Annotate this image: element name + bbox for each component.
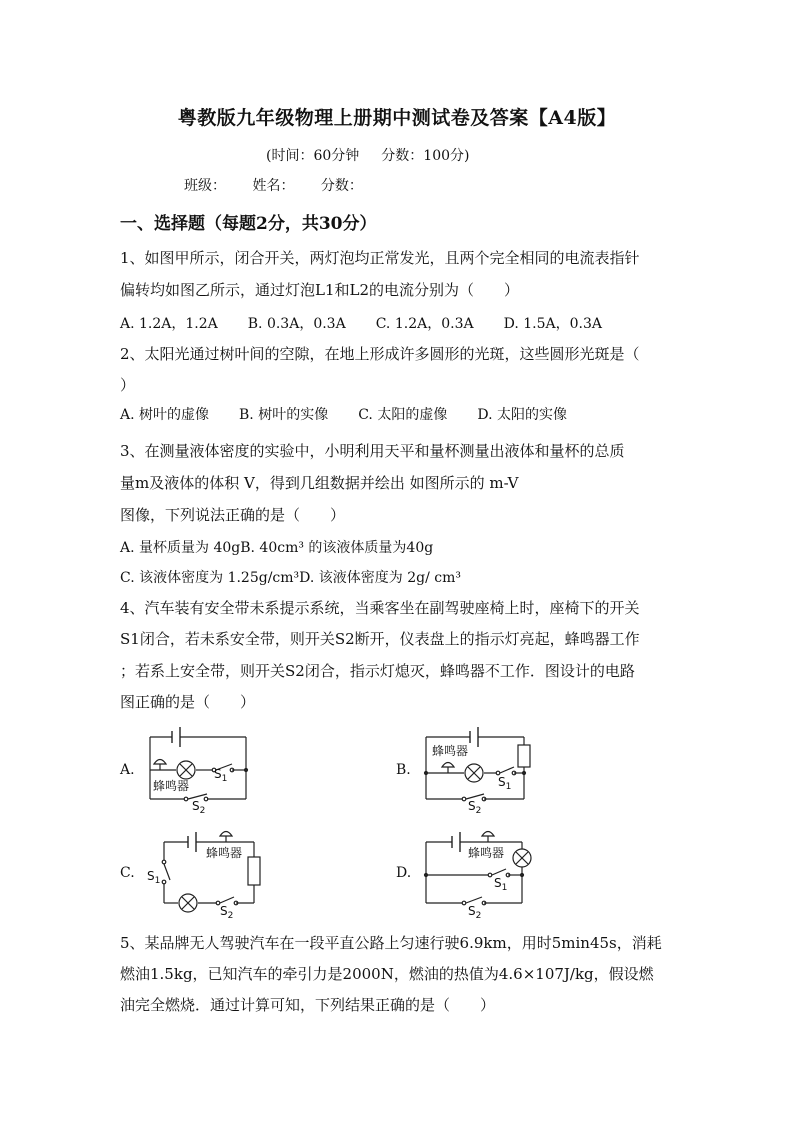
circuit-c-buzzer-label: 蜂鸣器 bbox=[206, 846, 243, 860]
circuit-a-s2-label: $S_2$ bbox=[192, 799, 206, 816]
circuit-a-s1-label: $S_1$ bbox=[214, 767, 228, 784]
q4-option-a-label[interactable]: A. bbox=[120, 762, 135, 778]
q2-option-c[interactable]: C. 太阳的虚像 bbox=[358, 407, 448, 423]
circuit-a-buzzer-label: 蜂鸣器 bbox=[153, 779, 190, 793]
circuit-c-s1-label: $S_1$ bbox=[147, 869, 161, 886]
points-label: 分数： bbox=[320, 178, 363, 194]
q4-option-b-label[interactable]: B. bbox=[396, 762, 411, 778]
q3-text-line1: 3、在测量液体密度的实验中，小明利用天平和量杯测量出液体和量杯的总质 bbox=[120, 442, 625, 460]
name-label: 姓名： bbox=[252, 178, 295, 194]
circuit-b bbox=[425, 727, 531, 801]
q1-option-d[interactable]: D. 1.5A，0.3A bbox=[503, 316, 602, 332]
q5-text-line2: 燃油1.5kg，已知汽车的牵引力是2000N，燃油的热值为4.6×107J/kg，假设燃 bbox=[120, 965, 654, 983]
q4-text-line4: 图正确的是（ ） bbox=[120, 693, 256, 711]
page-title: 粤教版九年级物理上册期中测试卷及答案【A4版】 bbox=[177, 107, 617, 129]
score-info: 分数：100分) bbox=[381, 148, 470, 164]
q3-option-ab[interactable]: A. 量杯质量为 40gB. 40cm³ 的该液体质量为40g bbox=[120, 540, 434, 556]
q5-text-line1: 5、某品牌无人驾驶汽车在一段平直公路上匀速行驶6.9km，用时5min45s，消耗 bbox=[120, 934, 662, 952]
q3-text-line2: 量m及液体的体积 V，得到几组数据并绘出 如图所示的 m-V bbox=[120, 474, 519, 492]
q2-option-d[interactable]: D. 太阳的实像 bbox=[477, 407, 567, 423]
q2-text-line2: ） bbox=[120, 376, 136, 394]
q4-option-c-label[interactable]: C. bbox=[120, 865, 135, 881]
q4-text-line2: S1闭合，若未系安全带，则开关S2断开，仪表盘上的指示灯亮起，蜂鸣器工作 bbox=[120, 630, 640, 648]
circuit-b-buzzer-label: 蜂鸣器 bbox=[432, 744, 469, 758]
q2-option-b[interactable]: B. 树叶的实像 bbox=[239, 407, 329, 423]
q1-text-line1: 1、如图甲所示，闭合开关，两灯泡均正常发光，且两个完全相同的电流表指针 bbox=[120, 249, 640, 267]
q4-text-line3: ；若系上安全带，则开关S2闭合，指示灯熄灭，蜂鸣器不工作．图设计的电路 bbox=[120, 662, 635, 680]
time-info: (时间：60分钟 bbox=[266, 148, 360, 164]
q1-option-a[interactable]: A. 1.2A，1.2A bbox=[120, 316, 218, 332]
circuit-d-s2-label: $S_2$ bbox=[468, 904, 482, 921]
q3-option-cd[interactable]: C. 该液体密度为 1.25g/cm³D. 该液体密度为 2g/ cm³ bbox=[120, 570, 461, 586]
q4-option-d-label[interactable]: D. bbox=[396, 865, 412, 881]
circuit-b-s1-label: $S_1$ bbox=[498, 775, 512, 792]
section-heading: 一、选择题（每题2分，共30分） bbox=[120, 214, 377, 234]
q4-text-line1: 4、汽车装有安全带未系提示系统，当乘客坐在副驾驶座椅上时，座椅下的开关 bbox=[120, 599, 640, 617]
q1-option-b[interactable]: B. 0.3A，0.3A bbox=[247, 316, 346, 332]
q3-text-line3: 图像，下列说法正确的是（ ） bbox=[120, 506, 346, 524]
circuit-c bbox=[162, 832, 260, 913]
q2-text-line1: 2、太阳光通过树叶间的空隙，在地上形成许多圆形的光斑，这些圆形光斑是（ bbox=[120, 345, 640, 363]
circuit-d bbox=[425, 832, 532, 905]
circuit-c-s2-label: $S_2$ bbox=[220, 904, 234, 921]
q5-text-line3: 油完全燃烧．通过计算可知，下列结果正确的是（ ） bbox=[120, 996, 496, 1014]
circuit-b-s2-label: $S_2$ bbox=[468, 799, 482, 816]
class-label: 班级： bbox=[184, 178, 226, 194]
q1-text-line2: 偏转均如图乙所示，通过灯泡L1和L2的电流分别为（ ） bbox=[120, 281, 520, 299]
q2-option-a[interactable]: A. 树叶的虚像 bbox=[120, 407, 210, 423]
circuit-d-s1-label: $S_1$ bbox=[494, 876, 508, 893]
q1-option-c[interactable]: C. 1.2A，0.3A bbox=[375, 316, 474, 332]
circuit-d-buzzer-label: 蜂鸣器 bbox=[468, 846, 505, 860]
